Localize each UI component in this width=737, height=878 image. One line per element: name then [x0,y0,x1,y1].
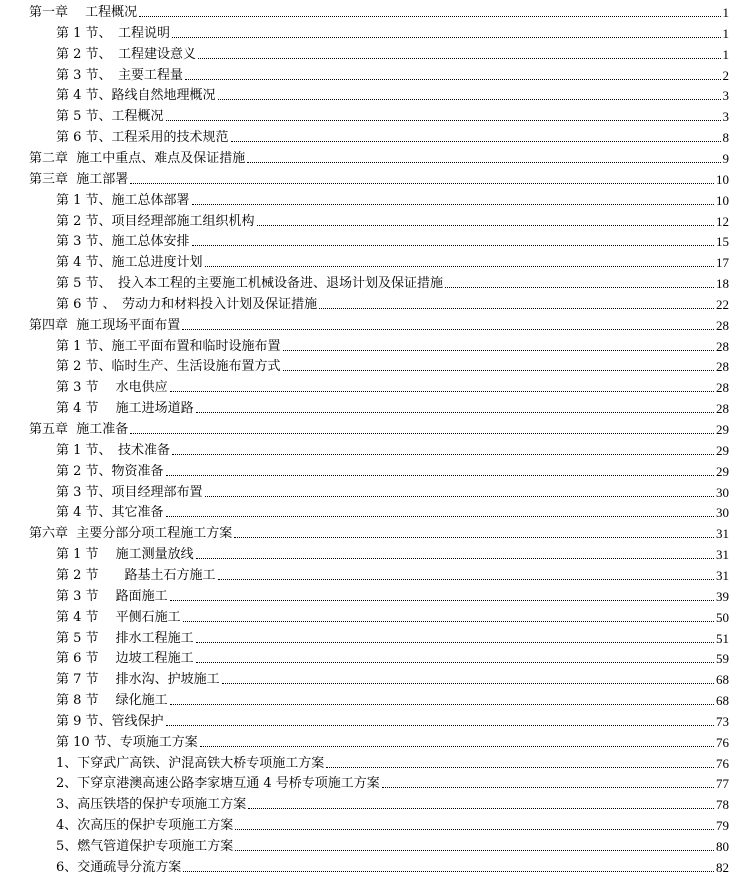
toc-entry-title: 第 3 节、项目经理部布置 [56,484,203,500]
toc-entry-title: 第 6 节、工程采用的技术规范 [56,130,229,146]
dot-leader [205,265,714,267]
toc-section-entry[interactable] [56,125,729,145]
toc-entry-title: 第 5 节 排水工程施工 [56,630,194,646]
toc-page-number: 30 [716,484,729,500]
dot-leader [130,182,714,184]
toc-entry-title: 第 8 节 绿化施工 [56,693,168,709]
toc-page-number: 10 [716,171,729,187]
toc-section-entry[interactable] [56,813,729,833]
toc-entry-title: 第 3 节 水电供应 [56,380,168,396]
toc-page-number: 22 [716,296,729,312]
dot-leader [196,641,714,643]
toc-page-number: 8 [722,130,729,146]
toc-section-entry[interactable] [56,250,729,270]
dot-leader [283,369,714,371]
dot-leader [247,161,720,163]
toc-section-entry[interactable] [56,271,729,291]
dot-leader [218,578,714,580]
toc-page-number: 39 [716,588,729,604]
toc-page-number: 29 [716,442,729,458]
toc-entry-title: 第四章 施工现场平面布置 [29,317,181,333]
dot-leader [326,766,714,768]
toc-section-entry[interactable] [56,730,729,750]
toc-section-entry[interactable] [56,229,729,249]
toc-entry-title: 第 3 节、施工总体安排 [56,234,190,250]
toc-entry-title: 4、次高压的保护专项施工方案 [56,818,234,834]
toc-page-number: 73 [716,713,729,729]
toc-entry-title: 第五章 施工准备 [29,422,129,437]
toc-page-number: 12 [716,213,729,229]
toc-entry-title: 第二章 施工中重点、难点及保证措施 [29,150,246,166]
toc-entry-title: 第 1 节、 工程说明 [56,25,171,41]
toc-chapter-entry[interactable] [29,167,729,187]
toc-page-number: 82 [716,859,729,875]
toc-entry-title: 第一章 工程概况 [29,5,138,20]
dot-leader [139,15,720,17]
toc-section-entry[interactable] [56,605,729,625]
toc-entry-title: 第 3 节、 主要工程量 [56,67,184,83]
dot-leader [170,390,714,392]
toc-section-entry[interactable] [56,751,729,771]
toc-section-entry[interactable] [56,104,729,124]
toc-page-number: 28 [716,380,729,396]
toc-chapter-entry[interactable] [29,417,729,437]
toc-page-number: 18 [716,276,729,292]
toc-entry-title: 第 5 节、 投入本工程的主要施工机械设备进、退场计划及保证措施 [56,276,444,292]
toc-entry-title: 3、高压铁塔的保护专项施工方案 [56,797,247,813]
toc-entry-title: 第 1 节、 技术准备 [56,442,171,458]
toc-section-entry[interactable] [56,63,729,83]
toc-chapter-entry[interactable] [29,146,729,166]
toc-page-number: 51 [716,630,729,646]
toc-page-number: 50 [716,609,729,625]
toc-entry-title: 第 1 节、施工总体部署 [56,192,190,208]
toc-page-number: 80 [716,839,729,854]
toc-section-entry[interactable] [56,188,729,208]
toc-page-number: 77 [716,776,729,792]
toc-page-number: 1 [722,25,729,41]
dot-leader [166,515,714,517]
toc-section-entry[interactable] [56,396,729,416]
toc-chapter-entry[interactable] [29,0,729,20]
toc-section-entry[interactable] [56,834,729,854]
toc-page-number: 30 [716,505,729,521]
toc-section-entry[interactable] [56,375,729,395]
toc-section-entry[interactable] [56,646,729,666]
toc-page-number: 1 [722,46,729,62]
toc-entry-title: 第三章 施工部署 [29,171,129,187]
toc-entry-title: 1、下穿武广高铁、沪混高铁大桥专项施工方案 [56,755,325,771]
toc-page-number: 68 [716,672,729,688]
toc-section-entry[interactable] [56,21,729,41]
toc-entry-title: 第 2 节、项目经理部施工组织机构 [56,213,255,229]
dot-leader [198,57,720,59]
toc-section-entry[interactable] [56,792,729,812]
toc-page-number: 31 [716,526,729,542]
toc-page-number: 28 [716,401,729,417]
toc-section-entry[interactable] [56,500,729,520]
toc-page-number: 10 [716,192,729,208]
dot-leader [130,432,714,434]
toc-section-entry[interactable] [56,459,729,479]
toc-section-entry[interactable] [56,688,729,708]
dot-leader [196,661,714,663]
toc-page-number: 3 [722,109,729,125]
toc-entry-title: 第 3 节 路面施工 [56,588,168,604]
dot-leader [166,119,721,121]
toc-entry-title: 第 1 节、施工平面布置和临时设施布置 [56,338,281,354]
dot-leader [235,849,714,851]
dot-leader [185,78,720,80]
dot-leader [248,807,714,809]
toc-section-entry[interactable] [56,209,729,229]
dot-leader [205,495,714,497]
toc-page-number: 2 [722,67,729,83]
dot-leader [182,328,714,330]
toc-page-number: 78 [716,797,729,813]
dot-leader [382,786,714,788]
dot-leader [235,828,714,830]
dot-leader [445,286,714,288]
toc-page-number: 76 [716,755,729,771]
toc-section-entry[interactable] [56,584,729,604]
toc-section-entry[interactable] [56,438,729,458]
toc-section-entry[interactable] [56,542,729,562]
toc-entry-title: 第 4 节、施工总进度计划 [56,255,203,271]
dot-leader [222,682,714,684]
dot-leader [172,36,720,38]
toc-section-entry[interactable] [56,855,729,875]
dot-leader [196,411,714,413]
dot-leader [200,745,714,747]
toc-entry-title: 2、下穿京港澳高速公路李家塘互通 4 号桥专项施工方案 [56,776,380,792]
toc-page-number: 9 [722,150,729,166]
toc-entry-title: 第 2 节、临时生产、生活设施布置方式 [56,359,281,375]
toc-entry-title: 第 5 节、工程概况 [56,109,164,125]
toc-entry-title: 第 1 节 施工测量放线 [56,547,194,563]
dot-leader [166,724,714,726]
toc-entry-title: 第 2 节、物资准备 [56,463,164,479]
toc-entry-title: 第 2 节 路基土石方施工 [56,567,216,583]
toc-page-number: 76 [716,734,729,750]
toc-page-number: 79 [716,818,729,834]
dot-leader [196,557,714,559]
dot-leader [283,349,714,351]
toc-entry-title: 第 9 节、管线保护 [56,713,164,729]
toc-page-number: 1 [722,5,729,20]
toc-page-number: 28 [716,317,729,333]
toc-chapter-entry[interactable] [29,521,729,541]
dot-leader [183,620,714,622]
toc-section-entry[interactable] [56,709,729,729]
dot-leader [170,703,714,705]
toc-entry-title: 第 6 节 、 劳动力和材料投入计划及保证措施 [56,296,318,312]
dot-leader [319,307,714,309]
toc-entry-title: 第 2 节、 工程建设意义 [56,46,197,62]
toc-page-number: 68 [716,693,729,709]
toc-page-number: 15 [716,234,729,250]
toc-page-number: 3 [722,88,729,104]
toc-page-number: 29 [716,463,729,479]
toc-entry-title: 第 10 节、专项施工方案 [56,734,198,750]
toc-section-entry[interactable] [56,292,729,312]
toc-section-entry[interactable] [56,563,729,583]
dot-leader [172,453,714,455]
toc-entry-title: 第 4 节、其它准备 [56,505,164,521]
dot-leader [170,599,714,601]
toc-entry-title: 第 6 节 边坡工程施工 [56,651,194,667]
toc-entry-title: 第 4 节 平侧石施工 [56,609,181,625]
dot-leader [231,140,721,142]
dot-leader [234,536,714,538]
toc-page-number: 31 [716,547,729,563]
dot-leader [183,870,714,872]
toc-entry-title: 第 7 节 排水沟、护坡施工 [56,672,220,688]
dot-leader [166,474,714,476]
dot-leader [192,203,714,205]
toc-section-entry[interactable] [56,83,729,103]
toc-entry-title: 第 4 节 施工进场道路 [56,401,194,417]
toc-page-number: 28 [716,338,729,354]
toc-chapter-entry[interactable] [29,313,729,333]
toc-page-number: 31 [716,567,729,583]
toc-entry-title: 第六章 主要分部分项工程施工方案 [29,526,233,542]
dot-leader [257,224,714,226]
toc-page-number: 59 [716,651,729,667]
toc-section-entry[interactable] [56,667,729,687]
dot-leader [218,98,721,100]
toc-section-entry[interactable] [56,626,729,646]
toc-section-entry[interactable] [56,42,729,62]
toc-section-entry[interactable] [56,354,729,374]
toc-entry-title: 6、交通疏导分流方案 [56,859,182,875]
toc-section-entry[interactable] [56,771,729,791]
toc-page-number: 17 [716,255,729,271]
toc-entry-title: 5、燃气管道保护专项施工方案 [56,839,234,854]
toc-entry-title: 第 4 节、路线自然地理概况 [56,88,216,104]
toc-section-entry[interactable] [56,480,729,500]
toc-page-number: 29 [716,422,729,437]
toc-section-entry[interactable] [56,334,729,354]
toc-page-number: 28 [716,359,729,375]
dot-leader [192,244,714,246]
